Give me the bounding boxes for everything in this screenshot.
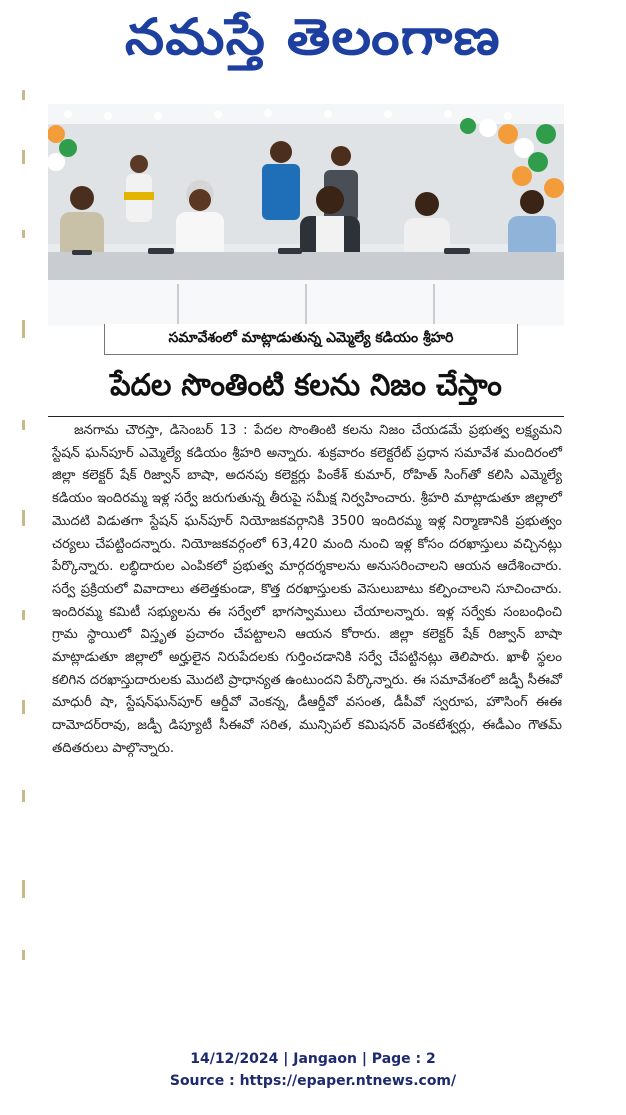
newspaper-title: నమస్తే తెలంగాణ [125,7,501,66]
margin-marks [22,90,25,970]
headline-text: పేదల సొంతింటి కలను నిజం చేస్తాం [110,368,502,403]
photo-caption-box [104,324,518,355]
photo-caption: సమావేశంలో మాట్లాడుతున్న ఎమ్మెల్యే కడియం శ్రీహరి [168,329,454,346]
masthead [0,4,626,82]
footer-date-edition: 14/12/2024 | Jangaon | Page : 2 [190,1051,436,1067]
headline [48,364,564,414]
footer-source: Source : https://epaper.ntnews.com/ [169,1073,457,1089]
article-body: జనగామ చౌరస్తా, డిసెంబర్ 13 : పేదల సొంతింటి కలను నిజం చేయడమే ప్రభుత్వ లక్ష్యమని స్టేషన్ ఘన్‌పూర్ ఎమ్మెల్యే కడియం శ్రీహరి అన్నారు. శుక్రవారం కలెక్టరేట్ ప్రధాన సమావేశ మందిరంలో జిల్లా కలెక్టర్ షేక్ రిజ్వాన్ బాషా, అదనపు కలెక్టర్లు పింకేశ్ కుమార్, రోహిత్ సింగ్‌తో కలిసి ఎమ్మెల్యే కడియం ఇందిరమ్మ ఇళ్ల సర్వే జరుగుతున్న తీరుపై సమీక్ష నిర్వహించారు. శ్రీహరి మాట్లాడుతూ జిల్లాలో మొదటి విడుతగా స్టేషన్ ఘన్‌పూర్ నియోజకవర్గానికి 3500 ఇందిరమ్మ ఇళ్ల నిర్మాణానికి ప్రభుత్వం చర్యలు చేపట్టిందన్నారు. నియోజకవర్గంలో 63,420 మంది నుంచి ఇళ్ల కోసం దరఖాస్తులు వచ్చినట్లు పేర్కొన్నారు. లబ్ధిదారుల ఎంపికలో ప్రభుత్వ మార్గదర్శకాలను అనుసరించాలని ఆయన ఆదేశించారు. సర్వే ప్రక్రియలో వివాదాలు తలెత్తకుండా, కొత్త దరఖాస్తులకు వెసులుబాటు కల్పించాలని సూచించారు. ఇందిరమ్మ కమిటీ సభ్యులను ఈ సర్వేలో భాగస్వాములు చేయాలన్నారు. ఇళ్ల సర్వేకు సంబంధించి గ్రామ స్థాయిలో విస్తృత ప్రచారం చేపట్టాలని ఆయన కోరారు. జిల్లా కలెక్టర్ షేక్ రిజ్వాన్ బాషా మాట్లాడుతూ జిల్లాలో అర్హులైన నిరుపేదలకు గుర్తించడానికి సర్వే చేపట్టినట్లు తెలిపారు. ఖాళీ స్థలం కలిగిన దరఖాస్తుదారులకు మొదటి ప్రాధాన్యత ఉంటుందని పేర్కొన్నారు. ఈ సమావేశంలో జడ్పీ సీఈవో మాధురీ షా, స్టేషన్‌ఘన్‌పూర్ ఆర్డీవో వెంకన్న, డీఆర్డీవో వసంత, డీపీవో స్వరూప, హౌసింగ్ ఈఈ దామోదర్‌రావు, జడ్పీ డిప్యూటీ సీఈవో సరిత, మున్సిపల్ కమిషనర్ వెంకటేశ్వర్లు, ఈడీఎం గౌతమ్ తదితరులు పాల్గొన్నారు. [52,423,562,756]
footer [0,1048,626,1092]
meeting-photo [48,104,564,326]
headline-rule [48,416,564,417]
